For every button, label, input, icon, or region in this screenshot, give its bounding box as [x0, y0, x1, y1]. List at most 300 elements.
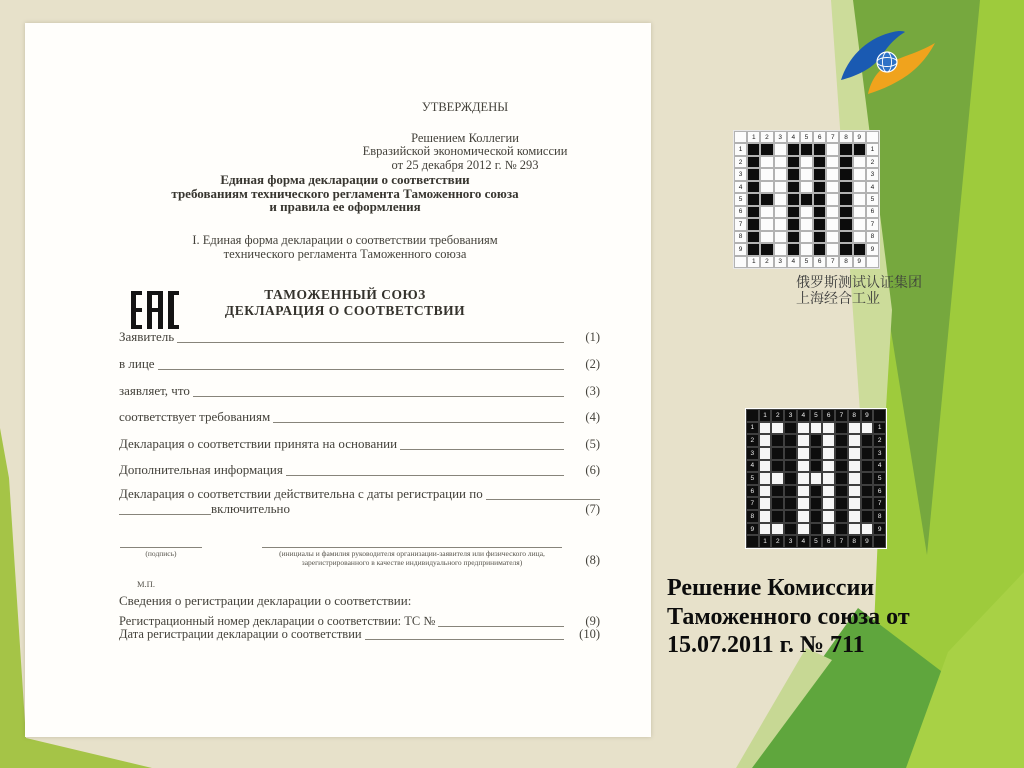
- slide-caption: [667, 574, 997, 660]
- grid-cell: [771, 434, 784, 447]
- form-field-row: [119, 498, 600, 517]
- grid-cell: 2: [873, 434, 886, 447]
- grid-cell: [759, 497, 772, 510]
- grid-cell: [797, 447, 810, 460]
- caption-line: Решение Комиссии: [667, 575, 875, 601]
- grid-cell: [760, 156, 773, 168]
- grid-cell: [848, 422, 861, 435]
- grid-cell: [774, 168, 787, 180]
- grid-cell: [774, 193, 787, 205]
- field-number: (5): [585, 437, 600, 451]
- field-label: в лице: [119, 356, 155, 371]
- grid-cell: [822, 422, 835, 435]
- grid-cell: 9: [746, 523, 759, 536]
- grid-cell: 3: [774, 256, 787, 268]
- grid-cell: [774, 143, 787, 155]
- grid-cell: 4: [797, 409, 810, 422]
- title-line: требованиям технического регламента Таможенного союза: [171, 185, 519, 201]
- grid-cell: 1: [866, 143, 879, 155]
- grid-cell: 9: [734, 243, 747, 255]
- grid-cell: [848, 447, 861, 460]
- grid-cell: [797, 497, 810, 510]
- grid-cell: 4: [787, 131, 800, 143]
- grid-cell: [826, 193, 839, 205]
- grid-cell: 4: [866, 181, 879, 193]
- stamp-placeholder: М.П.: [137, 579, 155, 589]
- section-line: технического регламента Таможенного союза: [223, 246, 467, 261]
- grid-cell: [747, 193, 760, 205]
- grid-cell: [826, 143, 839, 155]
- grid-cell: [760, 168, 773, 180]
- field-blank-line: [177, 342, 564, 343]
- grid-cell: [810, 497, 823, 510]
- grid-cell: [813, 181, 826, 193]
- grid-cell: [873, 409, 886, 422]
- approved-line: от 25 декабря 2012 г. № 293: [391, 157, 539, 172]
- grid-cell: 2: [866, 156, 879, 168]
- field-blank-line: [400, 449, 564, 450]
- grid-cell: [861, 523, 874, 536]
- grid-cell: [771, 523, 784, 536]
- grid-cell: [861, 447, 874, 460]
- grid-cell: [774, 231, 787, 243]
- grid-cell: [822, 510, 835, 523]
- document-title: [80, 173, 610, 214]
- grid-cell: [759, 472, 772, 485]
- name-caption: (инициалы и фамилия руководителя организации-заявителя или физического лица, зарегистрированного в качестве индивидуального предпринимателя): [279, 549, 545, 567]
- field-number: (4): [585, 410, 600, 424]
- grid-cell: [810, 434, 823, 447]
- grid-cell: [822, 485, 835, 498]
- grid-cell: [771, 460, 784, 473]
- grid-cell: [784, 460, 797, 473]
- grid-cell: [797, 510, 810, 523]
- grid-cell: [848, 460, 861, 473]
- grid-cell: [771, 447, 784, 460]
- field-label: Дополнительная информация: [119, 462, 283, 477]
- grid-cell: [848, 523, 861, 536]
- grid-cell: 7: [866, 218, 879, 230]
- grid-cell: 7: [835, 535, 848, 548]
- grid-cell: [813, 156, 826, 168]
- field-number: (3): [585, 384, 600, 398]
- grid-cell: 2: [760, 131, 773, 143]
- grid-cell: 4: [787, 256, 800, 268]
- grid-cell: [822, 434, 835, 447]
- grid-cell: [853, 143, 866, 155]
- grid-cell: [797, 523, 810, 536]
- form-field-row: [119, 353, 600, 372]
- grid-cell: [810, 422, 823, 435]
- grid-cell: 3: [873, 447, 886, 460]
- grid-cell: 8: [866, 231, 879, 243]
- grid-cell: 8: [839, 131, 852, 143]
- grid-cell: 8: [848, 535, 861, 548]
- grid-cell: [800, 156, 813, 168]
- grid-cell: [839, 218, 852, 230]
- grid-cell: [861, 434, 874, 447]
- field-number: (10): [579, 627, 600, 641]
- grid-cell: [759, 422, 772, 435]
- grid-cell: [746, 409, 759, 422]
- grid-cell: [771, 497, 784, 510]
- grid-cell: [822, 460, 835, 473]
- approved-line: Евразийской экономической комиссии: [362, 144, 568, 158]
- title-line: Единая форма декларации о соответствии: [220, 172, 470, 187]
- chinese-caption-line: 上海经合工业: [796, 290, 880, 307]
- grid-cell: 2: [771, 535, 784, 548]
- grid-cell: [835, 472, 848, 485]
- field-number: (9): [585, 614, 600, 628]
- approved-line: Решением Коллегии: [411, 130, 519, 145]
- grid-cell: [760, 143, 773, 155]
- grid-cell: 8: [848, 409, 861, 422]
- grid-cell: [826, 206, 839, 218]
- grid-cell: [760, 243, 773, 255]
- grid-cell: [797, 472, 810, 485]
- grid-cell: [784, 422, 797, 435]
- field-number: (8): [585, 553, 600, 567]
- section-line: I. Единая форма декларации о соответствии требованиям: [192, 233, 498, 247]
- grid-cell: 1: [746, 422, 759, 435]
- grid-cell: 9: [861, 409, 874, 422]
- grid-cell: [784, 434, 797, 447]
- grid-cell: 6: [734, 206, 747, 218]
- grid-cell: 3: [774, 131, 787, 143]
- grid-cell: 2: [734, 156, 747, 168]
- grid-cell: [800, 181, 813, 193]
- grid-cell: 7: [746, 497, 759, 510]
- grid-cell: [835, 485, 848, 498]
- grid-cell: [822, 472, 835, 485]
- grid-cell: [861, 510, 874, 523]
- grid-cell: [759, 510, 772, 523]
- chinese-caption-line: 俄罗斯测试认证集团: [796, 275, 922, 291]
- grid-cell: [774, 156, 787, 168]
- grid-cell: 3: [746, 447, 759, 460]
- grid-cell: 7: [873, 497, 886, 510]
- grid-cell: [873, 535, 886, 548]
- grid-cell: 3: [866, 168, 879, 180]
- grid-cell: [813, 143, 826, 155]
- grid-cell: [839, 231, 852, 243]
- form-field-row: [119, 380, 600, 399]
- grid-cell: [797, 422, 810, 435]
- grid-cell: 3: [784, 535, 797, 548]
- grid-cell: [787, 206, 800, 218]
- caption-line: 15.07.2011 г. № 711: [667, 632, 865, 658]
- grid-cell: [787, 218, 800, 230]
- field-number: (7): [585, 502, 600, 516]
- grid-cell: [747, 206, 760, 218]
- grid-cell: [848, 434, 861, 447]
- grid-cell: [822, 447, 835, 460]
- grid-cell: 5: [866, 193, 879, 205]
- grid-cell: [784, 523, 797, 536]
- field-blank-line: [158, 369, 564, 370]
- grid-cell: 4: [734, 181, 747, 193]
- grid-cell: 5: [810, 535, 823, 548]
- grid-cell: [861, 460, 874, 473]
- approved-block: [320, 101, 610, 172]
- grid-cell: [853, 168, 866, 180]
- grid-cell: [835, 434, 848, 447]
- grid-cell: [835, 497, 848, 510]
- field-label: соответствует требованиям: [119, 409, 271, 424]
- grid-cell: [848, 485, 861, 498]
- grid-cell: [848, 510, 861, 523]
- grid-cell: [853, 193, 866, 205]
- field-label: включительно: [211, 501, 290, 516]
- grid-cell: [835, 460, 848, 473]
- grid-cell: [800, 243, 813, 255]
- grid-cell: [853, 231, 866, 243]
- grid-cell: 3: [734, 168, 747, 180]
- grid-cell: [797, 460, 810, 473]
- grid-cell: [759, 523, 772, 536]
- grid-cell: [835, 447, 848, 460]
- grid-cell: 2: [760, 256, 773, 268]
- grid-cell: [746, 535, 759, 548]
- grid-cell: 8: [873, 510, 886, 523]
- grid-cell: 7: [826, 256, 839, 268]
- grid-cell: [813, 193, 826, 205]
- grid-cell: 1: [734, 143, 747, 155]
- grid-cell: 1: [747, 131, 760, 143]
- signature-line: [120, 529, 202, 548]
- approved-label: УТВЕРЖДЕНЫ: [421, 100, 509, 114]
- form-heading: [80, 287, 610, 318]
- grid-cell: [839, 243, 852, 255]
- grid-cell: [760, 218, 773, 230]
- grid-cell: 5: [810, 409, 823, 422]
- grid-cell: [784, 485, 797, 498]
- grid-cell: 7: [826, 131, 839, 143]
- grid-cell: [760, 206, 773, 218]
- grid-cell: [853, 206, 866, 218]
- signature-caption: (подпись): [145, 549, 177, 558]
- grid-cell: [787, 168, 800, 180]
- grid-cell: [826, 168, 839, 180]
- grid-cell: [839, 206, 852, 218]
- grid-cell: 8: [839, 256, 852, 268]
- grid-cell: 9: [866, 243, 879, 255]
- grid-cell: [810, 460, 823, 473]
- grid-cell: [760, 193, 773, 205]
- grid-cell: 9: [853, 131, 866, 143]
- field-number: (6): [585, 463, 600, 477]
- grid-cell: [800, 206, 813, 218]
- form-heading-line: ТАМОЖЕННЫЙ СОЮЗ: [264, 287, 426, 302]
- grid-cell: 5: [800, 256, 813, 268]
- grid-cell: [759, 485, 772, 498]
- grid-cell: 5: [873, 472, 886, 485]
- grid-cell: 2: [771, 409, 784, 422]
- grid-cell: 6: [813, 131, 826, 143]
- caption-line: Таможенного союза от: [667, 603, 910, 630]
- field-number: (2): [585, 357, 600, 371]
- grid-cell: [771, 485, 784, 498]
- grid-cell: 6: [746, 485, 759, 498]
- document-page: [25, 23, 651, 737]
- grid-cell: 6: [866, 206, 879, 218]
- form-field-row: [119, 627, 600, 642]
- grid-cell: [848, 472, 861, 485]
- grid-cell: [747, 181, 760, 193]
- grid-cell: 4: [797, 535, 810, 548]
- grid-cell: 3: [784, 409, 797, 422]
- grid-cell: [853, 218, 866, 230]
- grid-cell: [835, 523, 848, 536]
- grid-cell: [853, 181, 866, 193]
- field-blank-line: [119, 514, 211, 515]
- field-label: заявляет, что: [119, 383, 190, 398]
- grid-cell: [787, 143, 800, 155]
- field-blank-line: [273, 422, 564, 423]
- grid-cell: [822, 523, 835, 536]
- grid-cell: [784, 497, 797, 510]
- grid-cell: [747, 218, 760, 230]
- grid-cell: [839, 181, 852, 193]
- form-field-row: [119, 433, 600, 452]
- grid-cell: 8: [734, 231, 747, 243]
- grid-cell: [774, 218, 787, 230]
- grid-cell: [826, 156, 839, 168]
- grid-cell: [839, 168, 852, 180]
- eac-mark-grid: [733, 130, 880, 269]
- grid-cell: [810, 523, 823, 536]
- grid-cell: [771, 472, 784, 485]
- grid-cell: [835, 422, 848, 435]
- grid-cell: [800, 193, 813, 205]
- grid-cell: 4: [746, 460, 759, 473]
- field-label: Декларация о соответствии действительна с даты регистрации по: [119, 486, 483, 501]
- grid-cell: [810, 485, 823, 498]
- grid-cell: 6: [822, 409, 835, 422]
- grid-cell: [861, 497, 874, 510]
- grid-cell: 5: [734, 193, 747, 205]
- grid-cell: [853, 243, 866, 255]
- field-label: Регистрационный номер декларации о соответствии: ТС №: [119, 614, 436, 628]
- grid-cell: [813, 231, 826, 243]
- grid-cell: 5: [746, 472, 759, 485]
- field-label: Декларация о соответствии принята на основании: [119, 436, 398, 451]
- grid-cell: [759, 460, 772, 473]
- grid-cell: [810, 510, 823, 523]
- grid-cell: [826, 218, 839, 230]
- grid-cell: [826, 243, 839, 255]
- form-field-row: [119, 326, 600, 345]
- grid-cell: [771, 510, 784, 523]
- grid-cell: 4: [873, 460, 886, 473]
- grid-cell: 1: [759, 409, 772, 422]
- grid-cell: [800, 218, 813, 230]
- grid-cell: [747, 143, 760, 155]
- grid-cell: [839, 193, 852, 205]
- grid-cell: 6: [822, 535, 835, 548]
- field-label: Заявитель: [119, 329, 175, 344]
- name-line: [262, 529, 562, 548]
- field-number: (1): [585, 330, 600, 344]
- grid-cell: 7: [734, 218, 747, 230]
- grid-cell: 9: [873, 523, 886, 536]
- grid-cell: 1: [747, 256, 760, 268]
- grid-cell: 2: [746, 434, 759, 447]
- grid-cell: 6: [813, 256, 826, 268]
- field-label: Дата регистрации декларации о соответствии: [119, 627, 362, 641]
- grid-cell: [784, 510, 797, 523]
- grid-cell: 5: [800, 131, 813, 143]
- grid-cell: 1: [759, 535, 772, 548]
- grid-cell: [813, 218, 826, 230]
- grid-cell: [784, 447, 797, 460]
- registration-heading: Сведения о регистрации декларации о соответствии:: [119, 593, 412, 608]
- grid-cell: [759, 447, 772, 460]
- grid-cell: [800, 143, 813, 155]
- chinese-caption: [796, 276, 922, 307]
- grid-cell: [866, 131, 879, 143]
- grid-cell: 8: [746, 510, 759, 523]
- grid-cell: [822, 497, 835, 510]
- grid-cell: [784, 472, 797, 485]
- grid-cell: [826, 181, 839, 193]
- title-line: и правила ее оформления: [269, 199, 421, 214]
- grid-cell: [813, 243, 826, 255]
- grid-cell: 7: [835, 409, 848, 422]
- grid-cell: [760, 231, 773, 243]
- grid-cell: [861, 422, 874, 435]
- eurasian-commission-logo: [836, 28, 942, 98]
- grid-cell: [800, 168, 813, 180]
- grid-cell: [759, 434, 772, 447]
- grid-cell: [734, 256, 747, 268]
- grid-cell: [774, 243, 787, 255]
- eac-mark-grid-inverted: [745, 408, 887, 549]
- form-field-row: [119, 459, 600, 478]
- form-heading-line: ДЕКЛАРАЦИЯ О СООТВЕТСТВИИ: [224, 302, 466, 318]
- grid-cell: [826, 231, 839, 243]
- grid-cell: [810, 447, 823, 460]
- grid-cell: [747, 156, 760, 168]
- form-field-row: [119, 406, 600, 425]
- grid-cell: 6: [873, 485, 886, 498]
- grid-cell: [839, 143, 852, 155]
- grid-cell: [747, 231, 760, 243]
- grid-cell: [747, 243, 760, 255]
- grid-cell: [835, 510, 848, 523]
- grid-cell: [853, 156, 866, 168]
- grid-cell: [861, 472, 874, 485]
- grid-cell: [810, 472, 823, 485]
- grid-cell: [734, 131, 747, 143]
- field-blank-line: [193, 396, 564, 397]
- grid-cell: [787, 181, 800, 193]
- grid-cell: 9: [853, 256, 866, 268]
- grid-cell: [787, 231, 800, 243]
- grid-cell: [797, 434, 810, 447]
- grid-cell: 9: [861, 535, 874, 548]
- grid-cell: [760, 181, 773, 193]
- logo-globe: [877, 52, 897, 72]
- grid-cell: [866, 256, 879, 268]
- grid-cell: [800, 231, 813, 243]
- grid-cell: [861, 485, 874, 498]
- field-blank-line: [365, 639, 564, 640]
- grid-cell: [813, 206, 826, 218]
- grid-cell: [797, 485, 810, 498]
- grid-cell: [747, 168, 760, 180]
- grid-cell: [787, 156, 800, 168]
